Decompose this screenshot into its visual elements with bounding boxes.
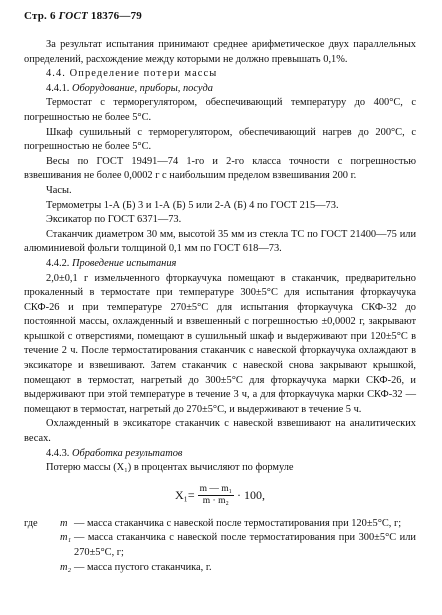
subsection-title: Обработка результатов	[72, 447, 183, 459]
paragraph-formula-intro: Потерю массы (X₁) в процентах вычисляют по формуле	[46, 462, 294, 474]
formula-lhs: X₁=	[175, 488, 195, 503]
subsection-heading-4-4-2	[24, 257, 416, 272]
subsection-heading-4-4-1	[24, 82, 416, 97]
page-number: Стр. 6	[24, 10, 56, 22]
paragraph-thermometers: Термометры 1-А (Б) 3 и 1-А (Б) 5 или 2-А (Б) 4 по ГОСТ 215—73.	[46, 199, 339, 211]
paragraph-cup: Стаканчик диаметром 30 мм, высотой 35 мм из стекла ТС по ГОСТ 21400—75 или алюминиевой фольги толщиной 0,1 мм по ГОСТ 618—73.	[24, 228, 416, 255]
legend-text-m1: — масса стаканчика с навеской после термостатирования при 300±5°С или 270±5°С, г;	[74, 532, 416, 558]
paragraph-clock: Часы.	[46, 184, 72, 196]
formula-numerator: m — m₁	[199, 483, 232, 494]
paragraph-procedure: 2,0±0,1 г измельченного фторкаучука помещают в стаканчик, предварительно прокаленный в термостате при температуре 300±5°С для испытания фторкаучука СКФ-26 и при температуре 270±5°С для испытания фторкаучука СКФ-32 до постоянной массы, охлажденный и взвешенный с погрешностью ±0,0002 г, закрывают крышкой с отверстиями, помещают в сушильный шкаф и выдерживают при 120±5°С в течение 2 ч. После термостатирования стаканчик с навеской фторкаучука охлаждают в эксикаторе и взвешивают. Затем стаканчик с навеской снова закрывают крышкой, помещают в термостат, нагретый до 300±5°С для фторкаучука марки СКФ-26, и выдерживают при этой температуре в течение 3 ч, а для фторкаучука марки СКФ-32 — помещают в термостат, нагретый до 270±5°С, и выдерживают в течение 5 ч.	[24, 272, 416, 415]
section-heading-4-4: 4.4. Определение потери массы	[46, 68, 218, 80]
legend-row-m	[24, 517, 416, 532]
subsection-title: Оборудование, приборы, посуда	[72, 82, 213, 94]
legend-symbol-m: m	[60, 517, 68, 529]
subsection-number: 4.4.3.	[46, 447, 70, 459]
formula-denominator: m · m₂	[202, 495, 229, 506]
legend-row-m1	[24, 531, 416, 560]
paragraph-scales: Весы по ГОСТ 19491—74 1-го и 2-го класса точности с погрешностью взвешивания не более 0,0002 г с наибольшим пределом взвешивания 200 г.	[24, 155, 416, 182]
subsection-number: 4.4.1.	[46, 82, 70, 94]
legend-row-m2	[24, 561, 416, 576]
legend-spacer	[24, 561, 60, 576]
legend-where: где	[24, 517, 38, 529]
legend-text-m: — масса стаканчика с навеской после термостатирования при 120±5°С, г;	[74, 517, 402, 529]
document-body	[24, 38, 416, 575]
paragraph-result: За результат испытания принимают среднее арифметическое двух параллельных определений, расхождение между которыми не должно превышать 0,1%.	[24, 39, 416, 65]
formula-tail: · 100,	[236, 488, 265, 503]
paragraph-drying-cabinet: Шкаф сушильный с терморегулятором, обеспечивающий нагрев до 200°С, с погрешностью не более 5°С.	[24, 126, 416, 153]
legend-spacer	[24, 531, 60, 560]
gost-label: ГОСТ	[58, 10, 88, 22]
page-header	[24, 10, 142, 22]
formula-legend	[24, 517, 416, 575]
subsection-title: Проведение испытания	[72, 257, 177, 269]
formula-fraction	[198, 484, 234, 507]
gost-number: 18376—79	[90, 10, 142, 22]
subsection-heading-4-4-3	[24, 447, 416, 462]
legend-symbol-m1: m₁	[60, 532, 72, 544]
paragraph-cooling: Охлажденный в эксикаторе стаканчик с навеской взвешивают на аналитических весах.	[24, 418, 416, 445]
paragraph-thermostat: Термостат с терморегулятором, обеспечивающий температуру до 400°С, с погрешностью не более 5°С.	[24, 97, 416, 123]
formula	[24, 484, 416, 507]
paragraph-desiccator: Эксикатор по ГОСТ 6371—73.	[46, 214, 182, 226]
legend-symbol-m2: m₂	[60, 561, 72, 573]
subsection-number: 4.4.2.	[46, 257, 70, 269]
legend-text-m2: — масса пустого стаканчика, г.	[74, 561, 212, 573]
